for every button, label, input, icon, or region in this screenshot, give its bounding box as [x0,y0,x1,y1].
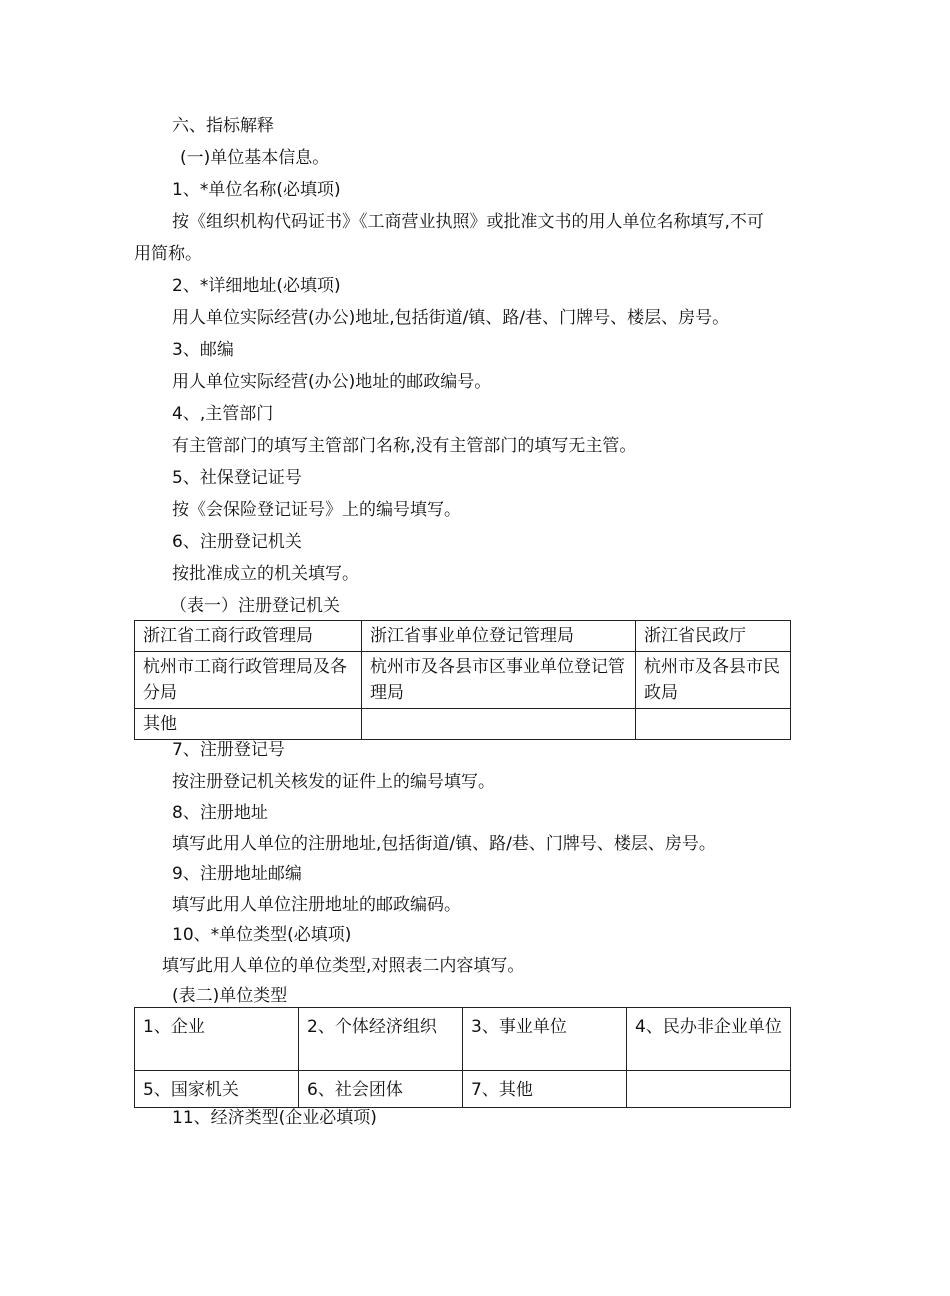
item-title: 2、*详细地址(必填项) [172,276,341,296]
table-cell [636,709,791,740]
table-caption: （表一）注册登记机关 [170,596,340,616]
item-description: 用人单位实际经营(办公)地址的邮政编号。 [172,372,492,392]
table-row [135,652,791,709]
table-cell [627,1071,791,1108]
table-row [135,1008,791,1071]
item-description: 按批准成立的机关填写。 [172,564,359,584]
item-description: 填写此用人单位的注册地址,包括街道/镇、路/巷、门牌号、楼层、房号。 [172,834,716,854]
table-row [135,709,791,740]
section-heading: 六、指标解释 [172,116,274,136]
table-cell: 7、其他 [463,1071,627,1108]
table-cell: 2、个体经济组织 [299,1008,463,1071]
table-cell: 浙江省民政厅 [636,621,791,652]
item-title: 8、注册地址 [172,803,268,823]
item-description: 填写此用人单位的单位类型,对照表二内容填写。 [162,956,525,976]
item-title: 11、经济类型(企业必填项) [172,1108,377,1128]
table-row [135,1071,791,1108]
table-cell: 浙江省工商行政管理局 [135,621,362,652]
table-cell: 浙江省事业单位登记管理局 [362,621,636,652]
item-title: 7、注册登记号 [172,740,285,760]
item-description: 有主管部门的填写主管部门名称,没有主管部门的填写无主管。 [172,436,637,456]
table-cell: 3、事业单位 [463,1008,627,1071]
table-cell: 5、国家机关 [135,1071,299,1108]
item-title: 4、,主管部门 [172,404,274,424]
item-title: 1、*单位名称(必填项) [172,180,341,200]
table-row [135,621,791,652]
table-cell [362,709,636,740]
table-cell: 杭州市及各县市民政局 [636,652,791,709]
item-title: 6、注册登记机关 [172,532,302,552]
item-title: 5、社保登记证号 [172,468,302,488]
item-title: 9、注册地址邮编 [172,864,302,884]
table-cell: 1、企业 [135,1008,299,1071]
registration-authority-table [134,620,791,740]
item-description: 按《组织机构代码证书》《工商营业执照》或批准文书的用人单位名称填写,不可 [172,212,764,232]
item-title: 3、邮编 [172,340,234,360]
item-description: 按注册登记机关核发的证件上的编号填写。 [172,772,495,792]
unit-type-table [134,1007,791,1108]
item-description: 按《会保险登记证号》上的编号填写。 [172,500,461,520]
subsection-heading: (一)单位基本信息。 [180,148,330,168]
table-cell: 4、民办非企业单位 [627,1008,791,1071]
item-description: 用人单位实际经营(办公)地址,包括街道/镇、路/巷、门牌号、楼层、房号。 [172,308,730,328]
table-cell: 其他 [135,709,362,740]
table-cell: 杭州市及各县市区事业单位登记管理局 [362,652,636,709]
item-description-continued: 用简称。 [134,244,202,264]
item-description: 填写此用人单位注册地址的邮政编码。 [172,895,461,915]
item-title: 10、*单位类型(必填项) [172,925,352,945]
table-caption: (表二)单位类型 [172,986,288,1006]
table-cell: 杭州市工商行政管理局及各分局 [135,652,362,709]
table-cell: 6、社会团体 [299,1071,463,1108]
